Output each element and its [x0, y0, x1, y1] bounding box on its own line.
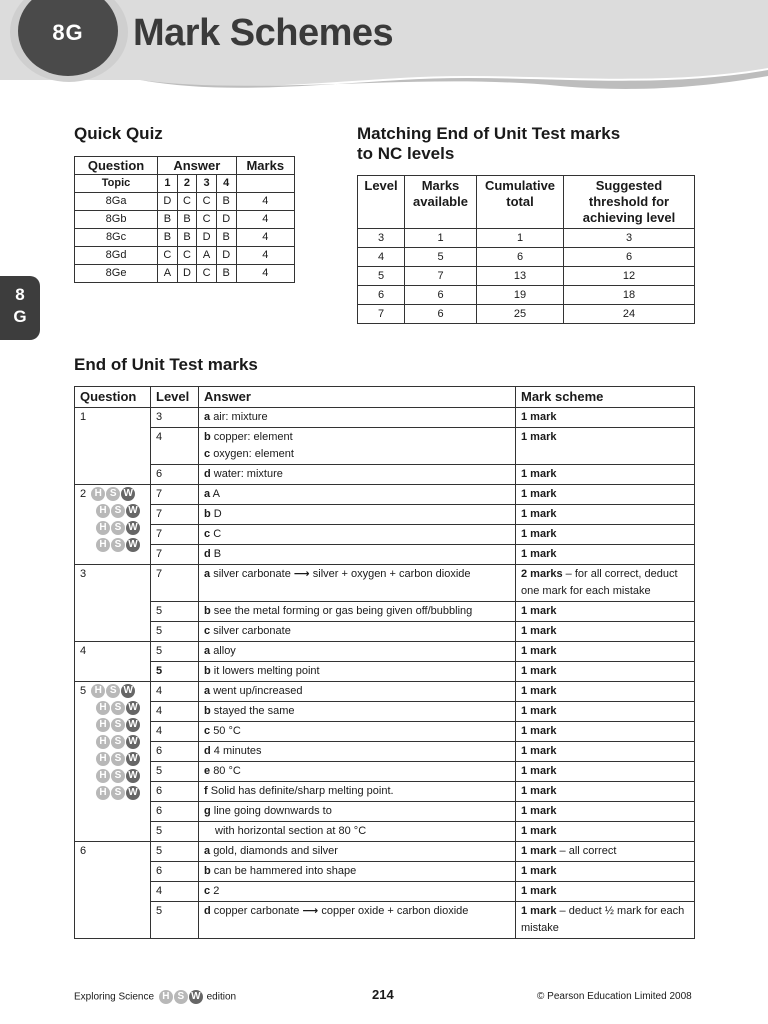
answer [199, 882, 516, 902]
table-row [75, 265, 295, 283]
part-letter: a [204, 645, 211, 657]
mark: 1 mark [516, 485, 695, 505]
answer-text: can be hammered into shape [213, 865, 357, 877]
nc-cell: 3 [564, 229, 695, 248]
mark: 1 mark [516, 862, 695, 882]
page-title: Mark Schemes [133, 12, 394, 54]
mark-note: – all correct [556, 845, 617, 857]
nc-cell: 6 [405, 286, 477, 305]
quiz-topic: 8Ge [75, 265, 158, 283]
side-tab-line1: 8 [15, 285, 25, 304]
quiz-marks: 4 [236, 211, 294, 229]
answer-text: C [213, 528, 222, 540]
level: 7 [151, 505, 199, 525]
mark: 1 mark [516, 525, 695, 545]
level: 5 [151, 642, 199, 662]
table-row [75, 802, 695, 822]
part-letter: c [204, 625, 211, 637]
part-letter: e [204, 765, 211, 777]
answer [199, 408, 516, 428]
nc-cell: 1 [477, 229, 564, 248]
level: 7 [151, 545, 199, 565]
col-level: Level [358, 176, 405, 229]
answer [199, 862, 516, 882]
mark: 1 mark [516, 622, 695, 642]
hsw-icon: H S W [96, 786, 141, 800]
hsw-icon: H S W [159, 990, 204, 1004]
table-row [75, 545, 695, 565]
table-row [75, 247, 295, 265]
quiz-answer: B [216, 265, 236, 283]
mark: 1 mark [516, 742, 695, 762]
answer-text: 50 °C [213, 725, 241, 737]
nc-heading-line2: to NC levels [357, 144, 455, 163]
unit-code: 8G [52, 20, 84, 45]
part-letter: a [204, 685, 211, 697]
hsw-icon: H S W [96, 538, 141, 552]
answer-text: 4 minutes [213, 745, 262, 757]
answer [199, 762, 516, 782]
col-answer: Answer [199, 387, 516, 408]
nc-cell: 24 [564, 305, 695, 324]
part-letter: d [204, 905, 211, 917]
answer [199, 565, 516, 602]
topic-row [75, 175, 295, 193]
answer-text: silver carbonate [213, 568, 291, 580]
part-letter: a [204, 845, 211, 857]
side-tab [0, 276, 40, 340]
quiz-answer: B [177, 229, 197, 247]
answer [199, 702, 516, 722]
answer [199, 842, 516, 862]
table-row [75, 902, 695, 939]
answer [199, 682, 516, 702]
mark-bold: 2 marks [521, 568, 563, 580]
answer [199, 622, 516, 642]
quiz-answer: B [216, 229, 236, 247]
quiz-marks: 4 [236, 265, 294, 283]
part-letter: b [204, 605, 211, 617]
table-row [75, 822, 695, 842]
table-row [358, 229, 695, 248]
answer [199, 525, 516, 545]
part-letter: c [204, 725, 211, 737]
nc-cell: 19 [477, 286, 564, 305]
quiz-answer: B [158, 211, 178, 229]
nc-cell: 3 [358, 229, 405, 248]
part-letter: d [204, 745, 211, 757]
mark: 1 mark [516, 505, 695, 525]
answer [199, 662, 516, 682]
col-mark-scheme: Mark scheme [516, 387, 695, 408]
answer-text: see the metal forming or gas being given off/bubbling [213, 605, 473, 617]
quiz-answer: D [177, 265, 197, 283]
part-letter: a [204, 411, 211, 423]
answer [199, 722, 516, 742]
nc-cell: 5 [358, 267, 405, 286]
answer-text: copper: element [213, 431, 293, 443]
table-row [75, 702, 695, 722]
table-row [358, 248, 695, 267]
level: 4 [151, 702, 199, 722]
answer-text: 2 [213, 885, 220, 897]
table-row [75, 882, 695, 902]
hsw-icon: H S W [96, 701, 141, 715]
answer-text: line going downwards to [213, 805, 332, 817]
part-letter: a [204, 568, 211, 580]
answer-text: went up/increased [213, 685, 303, 697]
answer [199, 902, 516, 939]
level: 4 [151, 722, 199, 742]
answer-text: Solid has definite/sharp melting point. [210, 785, 394, 797]
table-row [358, 286, 695, 305]
quiz-answer: B [158, 229, 178, 247]
hsw-icon: H S W [91, 487, 136, 501]
answer-text: gold, diamonds and silver [213, 845, 338, 857]
table-row [75, 602, 695, 622]
table-row [75, 762, 695, 782]
col-question: Question [75, 387, 151, 408]
footer-left [74, 990, 236, 1004]
answer-text: air: mixture [213, 411, 268, 423]
col-marks-available: Marks available [405, 176, 477, 229]
answer-text: silver + oxygen + carbon dioxide [312, 568, 471, 580]
arrow-icon: ⟶ [302, 905, 319, 917]
part-letter: b [204, 705, 211, 717]
level: 6 [151, 802, 199, 822]
table-row [75, 742, 695, 762]
mark: 1 mark [516, 682, 695, 702]
part-letter: c [204, 885, 211, 897]
col-level: Level [151, 387, 199, 408]
nc-cell: 25 [477, 305, 564, 324]
answer-text: stayed the same [213, 705, 295, 717]
footer-edition: edition [206, 991, 237, 1003]
quiz-answer: C [177, 193, 197, 211]
answer-number: 2 [177, 175, 197, 193]
table-row [75, 193, 295, 211]
nc-levels-heading [357, 124, 620, 164]
table-row [75, 782, 695, 802]
question-cell [75, 485, 151, 565]
answer [199, 742, 516, 762]
question-cell [75, 682, 151, 842]
quiz-answer: B [177, 211, 197, 229]
part-letter: b [204, 665, 211, 677]
table-row [75, 465, 695, 485]
nc-cell: 1 [405, 229, 477, 248]
side-tab-line2: G [13, 307, 27, 326]
level: 4 [151, 882, 199, 902]
nc-cell: 6 [358, 286, 405, 305]
answer-text: 80 °C [213, 765, 241, 777]
nc-cell: 7 [405, 267, 477, 286]
nc-cell: 6 [477, 248, 564, 267]
quiz-answer: A [197, 247, 217, 265]
quiz-answer: C [197, 265, 217, 283]
level: 5 [151, 762, 199, 782]
quiz-answer: A [158, 265, 178, 283]
quiz-answer: D [216, 247, 236, 265]
answer-text: oxygen: element [213, 448, 294, 460]
quiz-marks: 4 [236, 229, 294, 247]
quiz-topic: 8Gc [75, 229, 158, 247]
hsw-icon: H S W [96, 718, 141, 732]
part-letter: c [204, 528, 211, 540]
col-answer: Answer [158, 157, 236, 175]
quiz-answer: C [177, 247, 197, 265]
level: 5 [151, 902, 199, 939]
hsw-icon: H S W [96, 521, 141, 535]
quiz-marks: 4 [236, 247, 294, 265]
hsw-icon: H S W [91, 684, 136, 698]
part-letter: f [204, 785, 208, 797]
hsw-icon: H S W [96, 735, 141, 749]
table-row [75, 565, 695, 602]
mark: 1 mark [516, 465, 695, 485]
question-number: 2 [80, 488, 87, 500]
table-row [75, 485, 695, 505]
answer [199, 485, 516, 505]
part-letter: a [204, 488, 211, 500]
mark-note: – for all correct, deduct one mark for each mistake [521, 568, 678, 597]
mark-bold: 1 mark [521, 905, 557, 917]
part-letter: d [204, 548, 211, 560]
quiz-answer: C [197, 193, 217, 211]
level: 5 [151, 842, 199, 862]
quiz-topic: 8Gd [75, 247, 158, 265]
level: 4 [151, 682, 199, 702]
quick-quiz-heading: Quick Quiz [74, 124, 163, 143]
answer [199, 822, 516, 842]
mark [516, 565, 695, 602]
footer-book-title: Exploring Science [74, 991, 155, 1003]
answer [199, 802, 516, 822]
nc-levels-table [357, 175, 695, 324]
level: 7 [151, 485, 199, 505]
part-letter: c [204, 448, 211, 460]
answer-number: 1 [158, 175, 178, 193]
nc-cell: 4 [358, 248, 405, 267]
hsw-icon: H S W [96, 769, 141, 783]
quick-quiz-table [74, 156, 295, 283]
table-row [75, 505, 695, 525]
table-row [75, 408, 695, 428]
level: 5 [151, 662, 199, 682]
level: 6 [151, 782, 199, 802]
nc-cell: 12 [564, 267, 695, 286]
mark: 1 mark [516, 762, 695, 782]
answer [199, 642, 516, 662]
quiz-answer: D [197, 229, 217, 247]
end-of-unit-table [74, 386, 695, 939]
mark: 1 mark [516, 782, 695, 802]
nc-cell: 18 [564, 286, 695, 305]
answer [199, 782, 516, 802]
nc-cell: 6 [405, 305, 477, 324]
mark: 1 mark [516, 428, 695, 465]
mark [516, 902, 695, 939]
level: 5 [151, 822, 199, 842]
table-row [75, 211, 295, 229]
mark-bold: 1 mark [521, 845, 557, 857]
level: 4 [151, 428, 199, 465]
answer-text: alloy [213, 645, 236, 657]
quiz-answer: C [158, 247, 178, 265]
part-letter: b [204, 431, 211, 443]
table-row [75, 862, 695, 882]
table-row [75, 428, 695, 465]
col-marks: Marks [236, 157, 294, 175]
nc-cell: 7 [358, 305, 405, 324]
quiz-answer: D [158, 193, 178, 211]
arrow-icon: ⟶ [293, 568, 310, 580]
question-number: 5 [80, 685, 87, 697]
hsw-icon: H S W [96, 752, 141, 766]
mark: 1 mark [516, 642, 695, 662]
nc-heading-line1: Matching End of Unit Test marks [357, 124, 621, 143]
col-question: Question [75, 157, 158, 175]
mark: 1 mark [516, 702, 695, 722]
part-letter: b [204, 508, 211, 520]
answer-text: copper oxide + carbon dioxide [321, 905, 469, 917]
nc-cell: 13 [477, 267, 564, 286]
question-number: 3 [75, 565, 151, 642]
table-row [75, 525, 695, 545]
mark: 1 mark [516, 662, 695, 682]
answer-text: it lowers melting point [213, 665, 320, 677]
level: 6 [151, 742, 199, 762]
mark [516, 842, 695, 862]
answer-text: D [213, 508, 222, 520]
table-row [75, 622, 695, 642]
question-number: 1 [75, 408, 151, 485]
level: 5 [151, 602, 199, 622]
table-row [75, 842, 695, 862]
quiz-topic: 8Ga [75, 193, 158, 211]
level: 7 [151, 525, 199, 545]
answer-text: water: mixture [213, 468, 283, 480]
answer [199, 428, 516, 465]
part-letter: g [204, 805, 211, 817]
mark-note: – deduct ½ mark for each mistake [521, 905, 685, 934]
level: 3 [151, 408, 199, 428]
end-of-unit-heading: End of Unit Test marks [74, 355, 258, 374]
answer [199, 545, 516, 565]
part-letter: b [204, 865, 211, 877]
copyright: © Pearson Education Limited 2008 [537, 991, 692, 1002]
mark: 1 mark [516, 822, 695, 842]
mark: 1 mark [516, 882, 695, 902]
level: 6 [151, 465, 199, 485]
level: 7 [151, 565, 199, 602]
quiz-topic: 8Gb [75, 211, 158, 229]
mark: 1 mark [516, 602, 695, 622]
header-band [0, 0, 768, 95]
part-letter: d [204, 468, 211, 480]
answer-text: with horizontal section at 80 °C [215, 825, 367, 837]
table-row [75, 229, 295, 247]
table-row [75, 682, 695, 702]
quiz-answer: C [197, 211, 217, 229]
level: 6 [151, 862, 199, 882]
answer-text: silver carbonate [213, 625, 291, 637]
quiz-answer: D [216, 211, 236, 229]
mark: 1 mark [516, 545, 695, 565]
answer-number: 4 [216, 175, 236, 193]
table-row [358, 305, 695, 324]
level: 5 [151, 622, 199, 642]
table-row [75, 722, 695, 742]
question-number: 6 [75, 842, 151, 939]
mark: 1 mark [516, 722, 695, 742]
quiz-answer: B [216, 193, 236, 211]
mark: 1 mark [516, 802, 695, 822]
nc-cell: 6 [564, 248, 695, 267]
page-number: 214 [372, 987, 394, 1002]
quiz-marks: 4 [236, 193, 294, 211]
col-threshold: Suggested threshold for achieving level [564, 176, 695, 229]
hsw-icon: H S W [96, 504, 141, 518]
question-number: 4 [75, 642, 151, 682]
topic-label: Topic [75, 175, 158, 193]
nc-cell: 5 [405, 248, 477, 267]
answer [199, 465, 516, 485]
answer [199, 505, 516, 525]
table-row [75, 642, 695, 662]
mark: 1 mark [516, 408, 695, 428]
col-cumulative-total: Cumulative total [477, 176, 564, 229]
answer-text: copper carbonate [213, 905, 300, 917]
answer-number: 3 [197, 175, 217, 193]
answer-text: B [213, 548, 222, 560]
table-row [75, 662, 695, 682]
answer [199, 602, 516, 622]
answer-text: A [212, 488, 220, 500]
table-row [358, 267, 695, 286]
